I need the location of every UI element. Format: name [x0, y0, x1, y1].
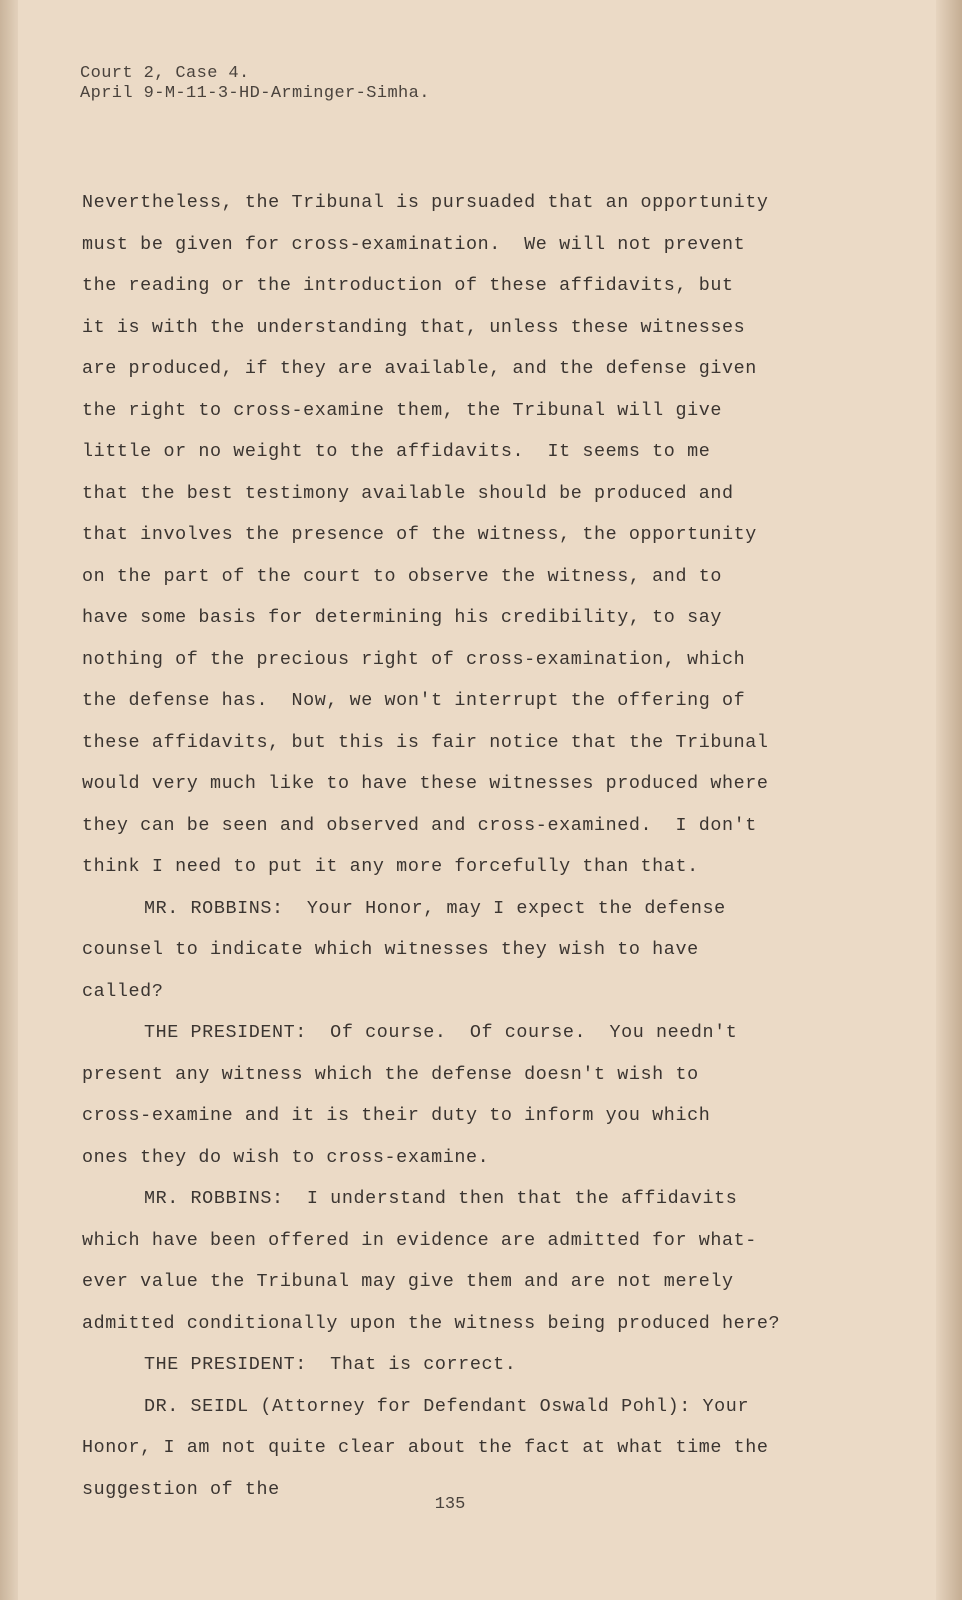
- transcript-line: the defense has. Now, we won't interrupt the offering of: [82, 690, 746, 711]
- transcript-line: admitted conditionally upon the witness being produced here?: [82, 1312, 781, 1334]
- transcript-line: that involves the presence of the witness, the opportunity: [82, 524, 757, 545]
- speaker-line: THE PRESIDENT: That is correct.: [144, 1354, 517, 1375]
- transcript-line: are produced, if they are available, and the defense given: [82, 358, 757, 379]
- transcript-line: these affidavits, but this is fair notice that the Tribunal: [82, 731, 769, 753]
- transcript-line: ones they do wish to cross-examine.: [82, 1146, 490, 1168]
- transcript-line: nothing of the precious right of cross-examination, which: [82, 648, 746, 670]
- header-court-line: Court 2, Case 4.: [80, 64, 250, 83]
- document-header: [80, 64, 430, 104]
- speaker-line: DR. SEIDL (Attorney for Defendant Oswald Pohl): Your: [144, 1395, 750, 1417]
- transcript-line: must be given for cross-examination. We will not prevent: [82, 233, 746, 255]
- speaker-line: MR. ROBBINS: I understand then that the affidavits: [144, 1188, 738, 1209]
- scan-edge-left: [0, 0, 18, 1600]
- transcript-line: that the best testimony available should be produced and: [82, 482, 734, 504]
- header-reference-line: April 9-M-11-3-HD-Arminger-Simha.: [80, 84, 430, 103]
- transcript-line: counsel to indicate which witnesses they wish to have: [82, 939, 699, 960]
- transcript-line: which have been offered in evidence are admitted for what-: [82, 1229, 757, 1251]
- transcript-line: cross-examine and it is their duty to inform you which: [82, 1105, 711, 1126]
- transcript-line: ever value the Tribunal may give them and are not merely: [82, 1271, 734, 1292]
- transcript-line: on the part of the court to observe the witness, and to: [82, 565, 722, 587]
- transcript-line: it is with the understanding that, unless these witnesses: [82, 316, 746, 338]
- transcript-line: called?: [82, 980, 164, 1002]
- transcript-line: they can be seen and observed and cross-examined. I don't: [82, 814, 757, 836]
- transcript-line: have some basis for determining his credibility, to say: [82, 607, 722, 628]
- transcript-line: suggestion of the: [82, 1478, 280, 1500]
- transcript-line: Nevertheless, the Tribunal is pursuaded that an opportunity: [82, 192, 769, 213]
- transcript-line: think I need to put it any more forcefully than that.: [82, 856, 699, 877]
- speaker-line: MR. ROBBINS: Your Honor, may I expect the defense: [144, 897, 726, 919]
- transcript-line: little or no weight to the affidavits. It seems to me: [82, 441, 711, 462]
- transcript-line: the reading or the introduction of these affidavits, but: [82, 275, 734, 296]
- scan-edge-right: [936, 0, 962, 1600]
- transcript-line: Honor, I am not quite clear about the fact at what time the: [82, 1437, 769, 1458]
- page-number: 135: [434, 1495, 466, 1514]
- speaker-line: THE PRESIDENT: Of course. Of course. You needn't: [144, 1022, 738, 1043]
- transcript-line: present any witness which the defense doesn't wish to: [82, 1063, 699, 1085]
- transcript-body: [82, 182, 852, 1510]
- transcript-line: would very much like to have these witnesses produced where: [82, 773, 769, 794]
- transcript-line: the right to cross-examine them, the Tribunal will give: [82, 399, 722, 421]
